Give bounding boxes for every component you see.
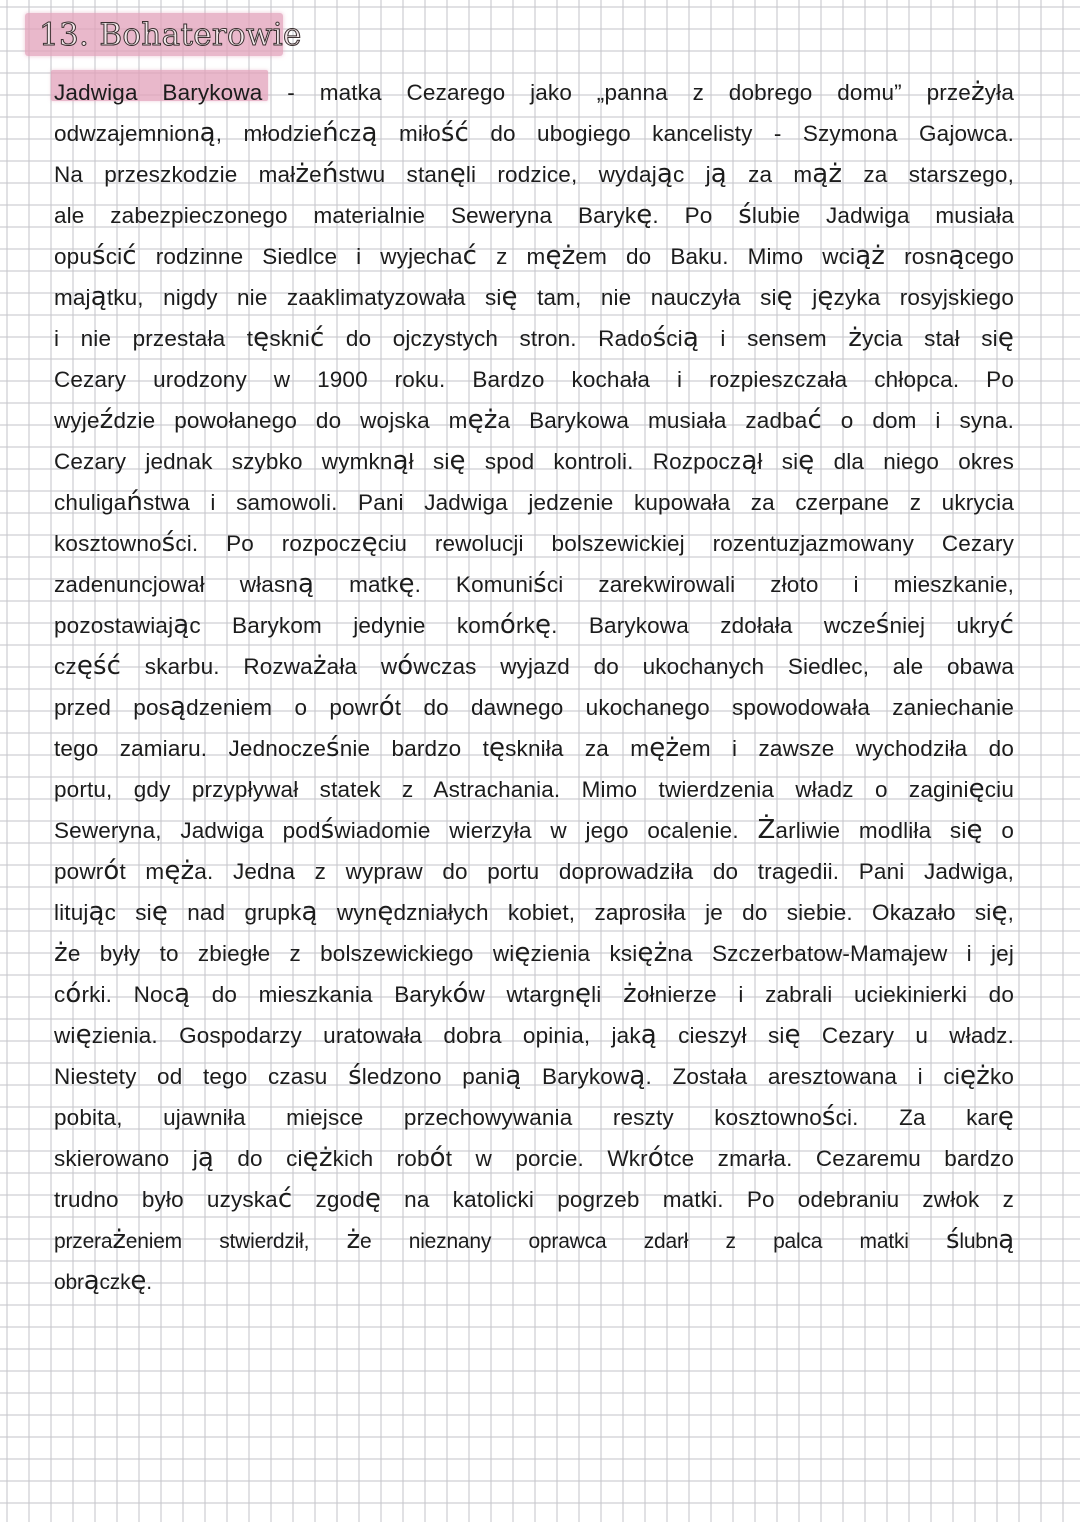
- text-line: część skarbu. Rozważała wówczas wyjazd do ukochanych Siedlec, ale obawa: [54, 651, 1014, 681]
- text-line: córki. Nocą do mieszkania Baryków wtargnęli żołnierze i zabrali uciekinierki do: [54, 979, 1015, 1009]
- body-paragraph: [54, 72, 1014, 1302]
- text-line: opuścić rodzinne Siedlce i wyjechać z mężem do Baku. Mimo wciąż rosnącego: [54, 241, 1014, 271]
- text-line: majątku, nigdy nie zaaklimatyzowała się tam, nie nauczyła się języka rosyjskiego: [54, 282, 1014, 312]
- text-line: przed posądzeniem o powrót do dawnego ukochanego spowodowała zaniechanie: [54, 692, 1014, 722]
- text-line: odwzajemnioną, młodzieńczą miłość do ubogiego kancelisty - Szymona Gajowca.: [54, 118, 1014, 148]
- text-line: chuligaństwa i samowoli. Pani Jadwiga jedzenie kupowała za czerpane z ukrycia: [54, 487, 1014, 517]
- text-line: powrót męża. Jedna z wypraw do portu doprowadziła do tragedii. Pani Jadwiga,: [54, 856, 1014, 886]
- text-line: obrączkę.: [54, 1266, 152, 1296]
- text-line: kosztowności. Po rozpoczęciu rewolucji bolszewickiej rozentuzjazmowany Cezary: [54, 528, 1014, 558]
- text-line: przerażeniem stwierdził, że nieznany oprawca zdarł z palca matki ślubną: [54, 1225, 1014, 1255]
- text-line: Seweryna, Jadwiga podświadomie wierzyła w jego ocalenie. Żarliwie modliła się o: [54, 815, 1014, 845]
- text-line: że były to zbiegłe z bolszewickiego więzienia księżna Szczerbatow-Mamajew i jej: [54, 938, 1014, 968]
- text-line: pobita, ujawniła miejsce przechowywania reszty kosztowności. Za karę: [54, 1102, 1014, 1132]
- text-line: trudno było uzyskać zgodę na katolicki pogrzeb matki. Po odebraniu zwłok z: [54, 1184, 1014, 1214]
- text-line: Cezary urodzony w 1900 roku. Bardzo kochała i rozpieszczała chłopca. Po: [54, 367, 1014, 392]
- text-line: skierowano ją do ciężkich robót w porcie. Wkrótce zmarła. Cezaremu bardzo: [54, 1143, 1015, 1173]
- text-line: i nie przestała tęsknić do ojczystych stron. Radością i sensem życia stał się: [54, 323, 1014, 353]
- text-line: Niestety od tego czasu śledzono panią Barykową. Została aresztowana i ciężko: [54, 1061, 1015, 1091]
- page-title: 13. Bohaterowie: [39, 17, 302, 53]
- text-line: ale zabezpieczonego materialnie Seweryna Barykę. Po ślubie Jadwiga musiała: [54, 200, 1014, 230]
- text-line: portu, gdy przypływał statek z Astrachania. Mimo twierdzenia władz o zaginięciu: [54, 774, 1014, 804]
- text-line: więzienia. Gospodarzy uratowała dobra opinia, jaką cieszył się Cezary u władz.: [54, 1020, 1014, 1050]
- text-line: zadenuncjował własną matkę. Komuniści zarekwirowali złoto i mieszkanie,: [54, 569, 1015, 599]
- text-line: pozostawiając Barykom jedynie komórkę. Barykowa zdołała wcześniej ukryć: [54, 610, 1015, 640]
- text-line: Cezary jednak szybko wymknął się spod kontroli. Rozpoczął się dla niego okres: [54, 446, 1014, 476]
- text-line: litując się nad grupką wynędzniałych kobiet, zaprosiła je do siebie. Okazało się,: [54, 897, 1015, 927]
- text-line: Jadwiga Barykowa - matka Cezarego jako „panna z dobrego domu” przeżyła: [54, 77, 1014, 107]
- text-line: Na przeszkodzie małżeństwu stanęli rodzice, wydając ją za mąż za starszego,: [54, 159, 1014, 189]
- text-line: tego zamiaru. Jednocześnie bardzo tęskniła za mężem i zawsze wychodziła do: [54, 733, 1014, 763]
- text-line: wyjeździe powołanego do wojska męża Barykowa musiała zadbać o dom i syna.: [54, 405, 1014, 435]
